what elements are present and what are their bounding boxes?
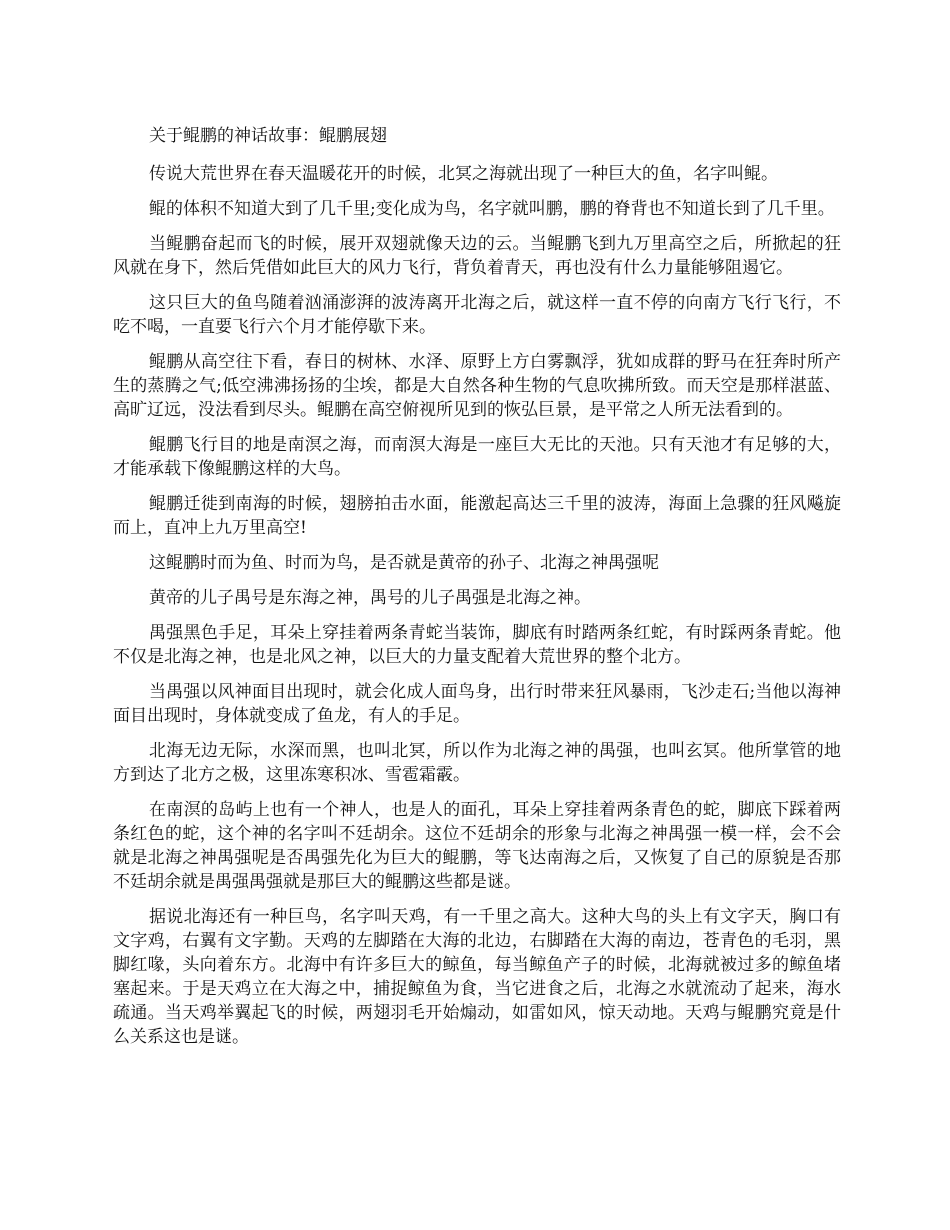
paragraph: 当禺强以风神面目出现时，就会化成人面鸟身，出行时带来狂风暴雨，飞沙走石;当他以海神面目出现时，身体就变成了鱼龙，有人的手足。 (113, 682, 841, 726)
paragraph: 当鲲鹏奋起而飞的时候，展开双翅就像天边的云。当鲲鹏飞到九万里高空之后，所掀起的狂风就在身下，然后凭借如此巨大的风力飞行，背负着青天，再也没有什么力量能够阻遏它。 (113, 234, 841, 278)
paragraph: 黄帝的儿子禺号是东海之神，禺号的儿子禺强是北海之神。 (149, 588, 591, 608)
paragraph: 北海无边无际，水深而黑，也叫北冥，所以作为北海之神的禺强，也叫玄冥。他所掌管的地方到达了北方之极，这里冻寒积冰、雪雹霜霰。 (113, 741, 841, 785)
paragraph: 这只巨大的鱼鸟随着汹涌澎湃的波涛离开北海之后，就这样一直不停的向南方飞行飞行，不吃不喝，一直要飞行六个月才能停歇下来。 (113, 293, 841, 337)
paragraph: 鲲鹏从高空往下看，春日的树林、水泽、原野上方白雾飘浮，犹如成群的野马在狂奔时所产生的蒸腾之气;低空沸沸扬扬的尘埃，都是大自然各种生物的气息吹拂所致。而天空是那样湛蓝、高旷辽远，没法看到尽头。鲲鹏在高空俯视所见到的恢弘巨景，是平常之人所无法看到的。 (113, 352, 841, 420)
paragraph: 在南溟的岛屿上也有一个神人，也是人的面孔，耳朵上穿挂着两条青色的蛇，脚底下踩着两条红色的蛇，这个神的名字叫不廷胡余。这位不廷胡余的形象与北海之神禺强一模一样，会不会就是北海之神禺强呢是否禺强先化为巨大的鲲鹏，等飞达南海之后，又恢复了自己的原貌是否那不廷胡余就是禺强禺强就是那巨大的鲲鹏这些都是谜。 (113, 800, 841, 892)
paragraph: 鲲的体积不知道大到了几千里;变化成为鸟，名字就叫鹏，鹏的脊背也不知道长到了几千里。 (149, 199, 835, 219)
paragraph: 这鲲鹏时而为鱼、时而为鸟，是否就是黄帝的孙子、北海之神禺强呢 (149, 553, 659, 573)
paragraph: 据说北海还有一种巨鸟，名字叫天鸡，有一千里之高大。这种大鸟的头上有文字天，胸口有文字鸡，右翼有文字勤。天鸡的左脚踏在大海的北边，右脚踏在大海的南边，苍青色的毛羽，黑脚红喙，头向着东方。北海中有许多巨大的鲸鱼，每当鲸鱼产子的时候，北海就被过多的鲸鱼堵塞起来。于是天鸡立在大海之中，捕捉鲸鱼为食，当它进食之后，北海之水就流动了起来，海水疏通。当天鸡举翼起飞的时候，两翅羽毛开始煽动，如雷如风，惊天动地。天鸡与鲲鹏究竟是什么关系这也是谜。 (113, 907, 841, 1047)
paragraph: 鲲鹏迁徙到南海的时候，翅膀拍击水面，能激起高达三千里的波涛，海面上急骤的狂风飚旋而上，直冲上九万里高空! (113, 494, 841, 538)
paragraph: 禺强黑色手足，耳朵上穿挂着两条青蛇当装饰，脚底有时踏两条红蛇，有时踩两条青蛇。他不仅是北海之神，也是北风之神，以巨大的力量支配着大荒世界的整个北方。 (113, 623, 841, 667)
document-body (113, 124, 841, 1060)
paragraph: 鲲鹏飞行目的地是南溟之海，而南溟大海是一座巨大无比的天池。只有天池才有足够的大，才能承载下像鲲鹏这样的大鸟。 (113, 435, 841, 479)
document-title: 关于鲲鹏的神话故事：鲲鹏展翅 (149, 126, 387, 146)
paragraph: 传说大荒世界在春天温暖花开的时候，北冥之海就出现了一种巨大的鱼，名字叫鲲。 (149, 164, 778, 184)
